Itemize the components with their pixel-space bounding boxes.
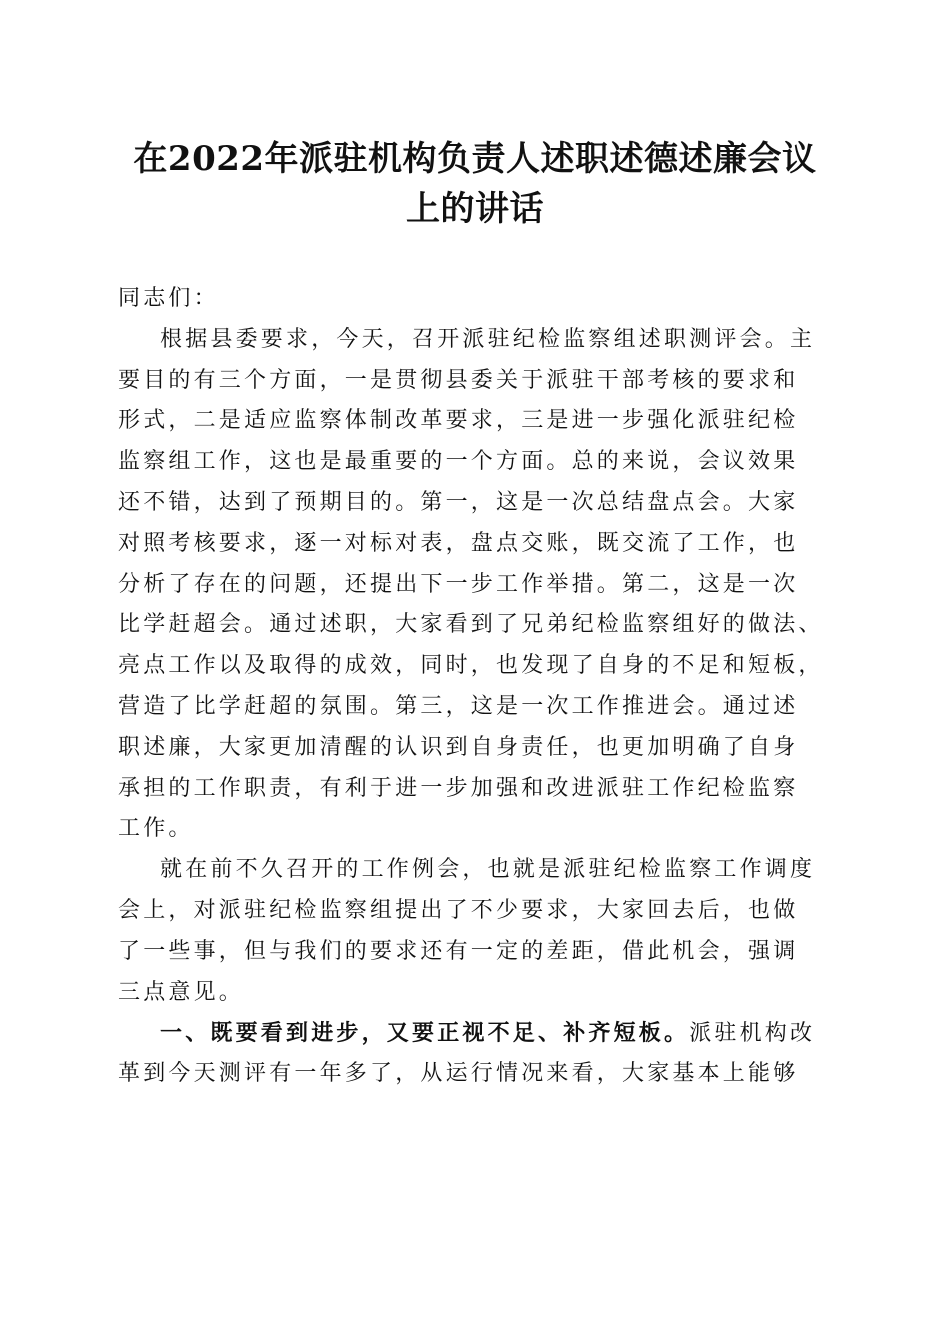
paragraph-1-line: 根据县委要求，今天，召开派驻纪检监察组述职测评会。主 [160, 326, 816, 352]
salutation: 同志们： [118, 286, 219, 311]
paragraph-3-line-2: 革到今天测评有一年多了，从运行情况来看，大家基本上能够 [118, 1061, 799, 1087]
paragraph-3-line-1 [118, 1013, 830, 1054]
title-line-1: 在2022年派驻机构负责人述职述德述廉会议 [133, 139, 817, 179]
paragraph-2-line: 了一些事，但与我们的要求还有一定的差距，借此机会，强调 [118, 938, 799, 964]
paragraph-1-line: 比学赶超会。通过述职，大家看到了兄弟纪检监察组好的做法、 [118, 612, 824, 638]
paragraph-2-line: 就在前不久召开的工作例会，也就是派驻纪检监察工作调度 [160, 857, 816, 883]
title-line-2: 上的讲话 [406, 189, 544, 229]
paragraph-1-line: 营造了比学赶超的氛围。第三，这是一次工作推进会。通过述 [118, 693, 799, 719]
paragraph-1-line: 亮点工作以及取得的成效，同时，也发现了自身的不足和短板， [118, 653, 824, 679]
paragraph-2-line: 会上，对派驻纪检监察组提出了不少要求，大家回去后，也做 [118, 897, 799, 923]
paragraph-1-line: 分析了存在的问题，还提出下一步工作举措。第二，这是一次 [118, 571, 799, 597]
paragraph-1-line: 还不错，达到了预期目的。第一，这是一次总结盘点会。大家 [118, 489, 799, 515]
paragraph-1-line: 职述廉，大家更加清醒的认识到自身责任，也更加明确了自身 [118, 734, 799, 760]
paragraph-1-line: 对照考核要求，逐一对标对表，盘点交账，既交流了工作，也 [118, 530, 799, 556]
document-title [100, 134, 850, 234]
paragraph-1-line: 承担的工作职责，有利于进一步加强和改进派驻工作纪检监察 [118, 775, 799, 801]
paragraph-1-line: 要目的有三个方面，一是贯彻县委关于派驻干部考核的要求和 [118, 367, 799, 393]
paragraph-1-line: 形式，二是适应监察体制改革要求，三是进一步强化派驻纪检 [118, 408, 799, 434]
section-heading: 一、既要看到进步，又要正视不足、补齐短板。 [160, 1020, 690, 1047]
paragraph-1-line: 工作。 [118, 816, 194, 842]
paragraph-2-line: 三点意见。 [118, 979, 245, 1005]
paragraph-1-line: 监察组工作，这也是最重要的一个方面。总的来说，会议效果 [118, 449, 799, 475]
document-body [118, 279, 830, 1095]
paragraph-3-text: 派驻机构改 [689, 1021, 816, 1047]
